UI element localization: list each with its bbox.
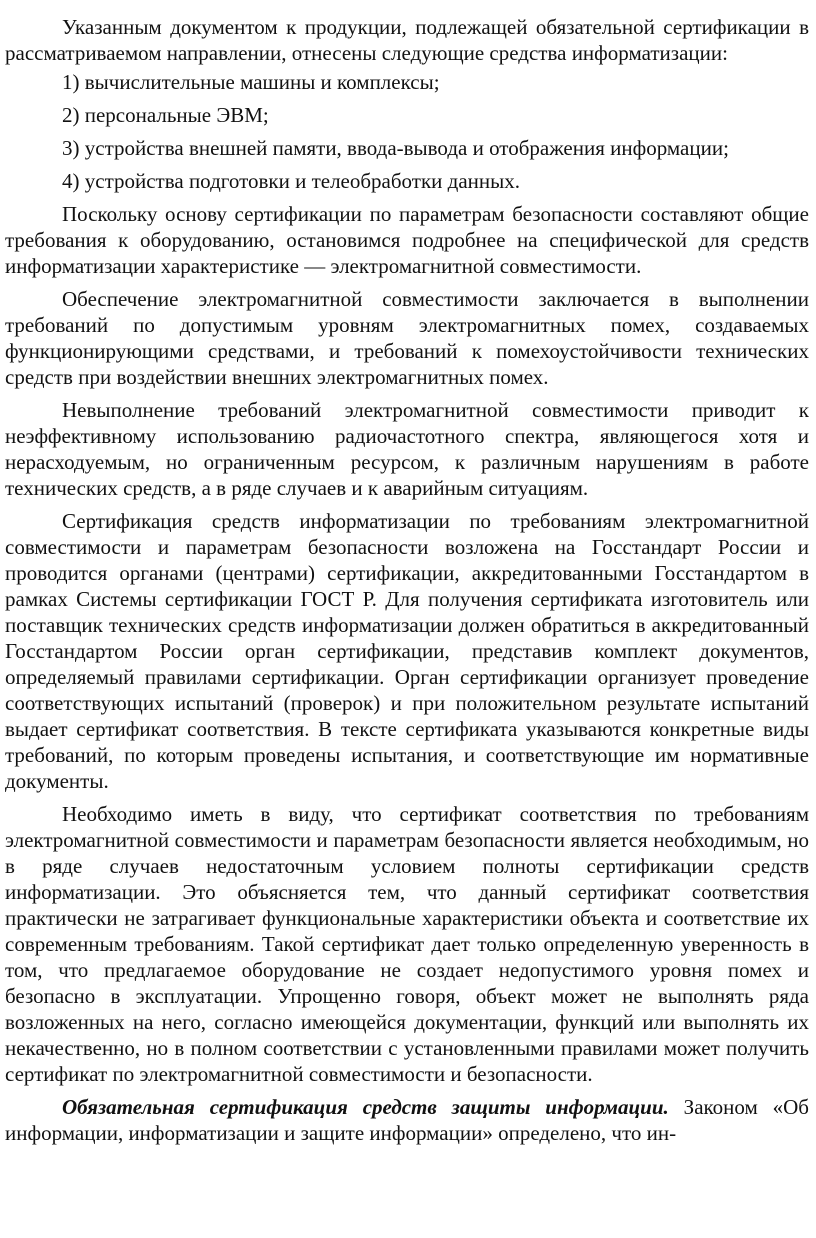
list-item: 3) устройства внешней памяти, ввода-вывода и отображения информации; (62, 136, 729, 160)
section-heading: Обязательная сертификация средств защиты информации. (62, 1095, 669, 1119)
body-paragraph: Обеспечение электромагнитной совместимости заключается в выполнении требований по допустимым уровням электромагнитных помех, создаваемых функционирующими средствами, и требований к помехоустойчивости технических средств при воздействии внешних электромагнитных помех. (5, 287, 809, 389)
document-page (5, 14, 809, 1153)
list-item: 4) устройства подготовки и телеобработки данных. (62, 169, 520, 193)
body-paragraph: Невыполнение требований электромагнитной совместимости приводит к неэффективному использованию радиочастотного спектра, являющегося хотя и нерасходуемым, но ограниченным ресурсом, к различным нарушениям в работе технических средств, а в ряде случаев и к аварийным ситуациям. (5, 398, 809, 500)
final-paragraph (5, 1094, 809, 1146)
intro-paragraph: Указанным документом к продукции, подлежащей обязательной сертификации в рассматриваемом направлении, отнесены следующие средства информатизации: (5, 15, 809, 65)
list-item: 1) вычислительные машины и комплексы; (62, 70, 440, 94)
final-paragraph-text: Законом «Об информации, информатизации и защите информации» определено, что ин- (5, 1095, 809, 1145)
body-paragraph: Необходимо иметь в виду, что сертификат соответствия по требованиям электромагнитной совместимости и параметрам безопасности является необходимым, но в ряде случаев недостаточным условием полноты сертификации средств информатизации. Это объясняется тем, что данный сертификат соответствия практически не затрагивает функциональные характеристики объекта и соответствие их современным требованиям. Такой сертификат дает только определенную уверенность в том, что предлагаемое оборудование не создает недопустимого уровня помех и безопасно в эксплуатации. Упрощенно говоря, объект может не выполнять ряда возложенных на него, согласно имеющейся документации, функций или выполнять их некачественно, но в полном соответствии с установленными правилами может получить сертификат по электромагнитной совместимости и безопасности. (5, 802, 809, 1086)
device-list (5, 69, 809, 194)
list-item: 2) персональные ЭВМ; (62, 103, 269, 127)
body-paragraph: Сертификация средств информатизации по требованиям электромагнитной совместимости и параметрам безопасности возложена на Госстандарт России и проводится органами (центрами) сертификации, аккредитованными Госстандартом в рамках Системы сертификации ГОСТ Р. Для получения сертификата изготовитель или поставщик технических средств информатизации должен обратиться в аккредитованный Госстандартом России орган сертификации, представив комплект документов, определяемый правилами сертификации. Орган сертификации организует проведение соответствующих испытаний (проверок) и при положительном результате испытаний выдает сертификат соответствия. В тексте сертификата указываются конкретные виды требований, по которым проведены испытания, и соответствующие им нормативные документы. (5, 509, 809, 793)
body-paragraph: Поскольку основу сертификации по параметрам безопасности составляют общие требования к оборудованию, остановимся подробнее на специфической для средств информатизации характеристике — электромагнитной совместимости. (5, 202, 809, 278)
